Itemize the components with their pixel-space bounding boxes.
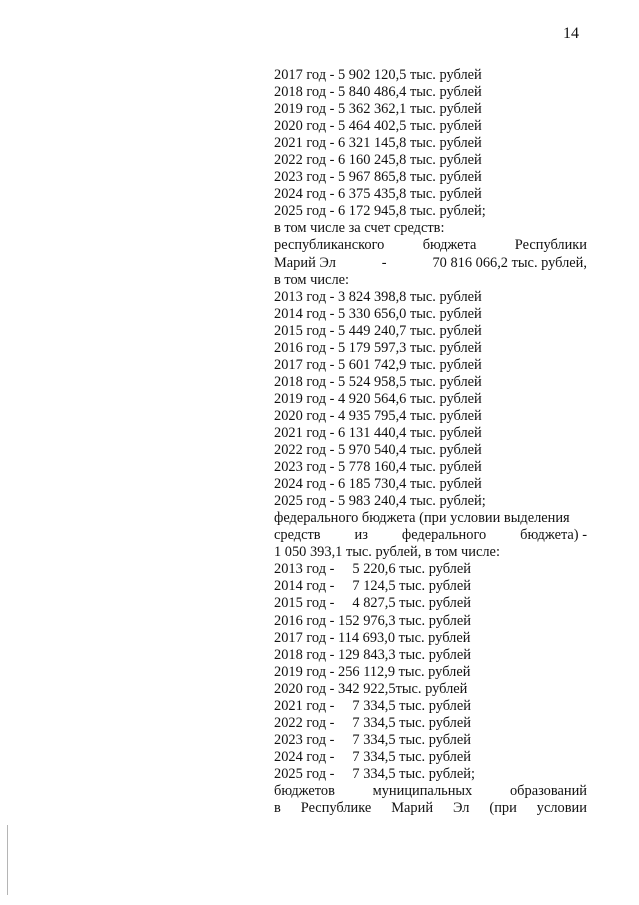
text-line: 2017 год - 5 902 120,5 тыс. рублей [274,67,482,83]
text-line: 2019 год - 256 112,9 тыс. рублей [274,663,471,680]
text-line: 2018 год - 5 524 958,5 тыс. рублей [274,373,482,390]
text-line: 2016 год - 5 179 597,3 тыс. рублей [274,339,482,356]
text-line: 2024 год - 6 185 730,4 тыс. рублей [274,476,482,493]
word: образований [509,782,587,799]
justified-text-line [274,255,587,272]
text-line: 2018 год - 129 843,3 тыс. рублей [274,646,471,663]
page-number: 14 [563,25,579,42]
text-line: 2013 год - 3 824 398,8 тыс. рублей [274,288,482,305]
text-line: 2020 год - 5 464 402,5 тыс. рублей [274,118,482,135]
text-line: 2023 год - 7 334,5 тыс. рублей [274,731,471,748]
text-line: 2022 год - 6 160 245,8 тыс. рублей [274,152,482,169]
text-line: в том числе за счет средств: [274,220,445,237]
word: Республике [300,800,372,817]
word: условии [536,800,587,817]
text-line: в том числе: [274,271,350,288]
text-line: 2016 год - 152 976,3 тыс. рублей [274,612,471,629]
text-line: 2015 год - 5 449 240,7 тыс. рублей [274,322,482,339]
text-line: 2014 год - 5 330 656,0 тыс. рублей [274,305,482,322]
text-line: 2023 год - 5 967 865,8 тыс. рублей [274,169,482,186]
text-line: 2018 год - 5 840 486,4 тыс. рублей [274,84,482,101]
justified-text-line [274,527,587,544]
text-line: 2017 год - 5 601 742,9 тыс. рублей [274,356,482,373]
text-line: 2015 год - 4 827,5 тыс. рублей [274,595,471,612]
scan-edge-mark [7,825,8,895]
text-line: 1 050 393,1 тыс. рублей, в том числе: [274,544,500,561]
word: республиканского [274,237,385,254]
word: Марий [391,800,434,817]
text-line: 2023 год - 5 778 160,4 тыс. рублей [274,459,482,476]
text-line: 2022 год - 7 334,5 тыс. рублей [274,714,471,731]
text-line: 2024 год - 7 334,5 тыс. рублей [274,748,471,765]
word: бюджетов [274,782,335,799]
word: Республики [514,237,587,254]
text-line: 2021 год - 6 321 145,8 тыс. рублей [274,135,482,152]
text-line: 2017 год - 114 693,0 тыс. рублей [274,629,471,646]
word: 70 816 066,2 тыс. рублей, [432,254,587,271]
word: бюджета) - [520,527,587,544]
text-line: 2020 год - 4 935 795,4 тыс. рублей [274,407,482,424]
text-line: 2019 год - 4 920 564,6 тыс. рублей [274,390,482,407]
word: (при [489,800,517,817]
word: из [354,527,368,544]
text-line: 2024 год - 6 375 435,8 тыс. рублей [274,186,482,203]
text-line: 2021 год - 6 131 440,4 тыс. рублей [274,424,482,441]
word: в [274,800,281,817]
text-line: 2025 год - 6 172 945,8 тыс. рублей; [274,203,486,220]
text-line: федерального бюджета (при условии выделения [274,510,570,527]
word: муниципальных [372,782,473,799]
text-line: 2014 год - 7 124,5 тыс. рублей [274,578,471,595]
justified-text-line [274,237,587,254]
text-line: 2025 год - 5 983 240,4 тыс. рублей; [274,493,486,510]
text-line: 2013 год - 5 220,6 тыс. рублей [274,561,471,578]
justified-text-line [274,783,587,800]
word: бюджета [422,237,477,254]
text-line: 2020 год - 342 922,5тыс. рублей [274,680,468,697]
text-line: 2022 год - 5 970 540,4 тыс. рублей [274,442,482,459]
text-line: 2025 год - 7 334,5 тыс. рублей; [274,765,475,782]
text-line: 2021 год - 7 334,5 тыс. рублей [274,697,471,714]
justified-text-line [274,800,587,817]
word: федерального [401,527,487,544]
text-line: 2019 год - 5 362 362,1 тыс. рублей [274,101,482,118]
word: средств [274,527,321,544]
funding-text-block [274,67,587,817]
word: Марий Эл [274,254,336,271]
word: - [381,254,387,271]
word: Эл [452,800,470,817]
